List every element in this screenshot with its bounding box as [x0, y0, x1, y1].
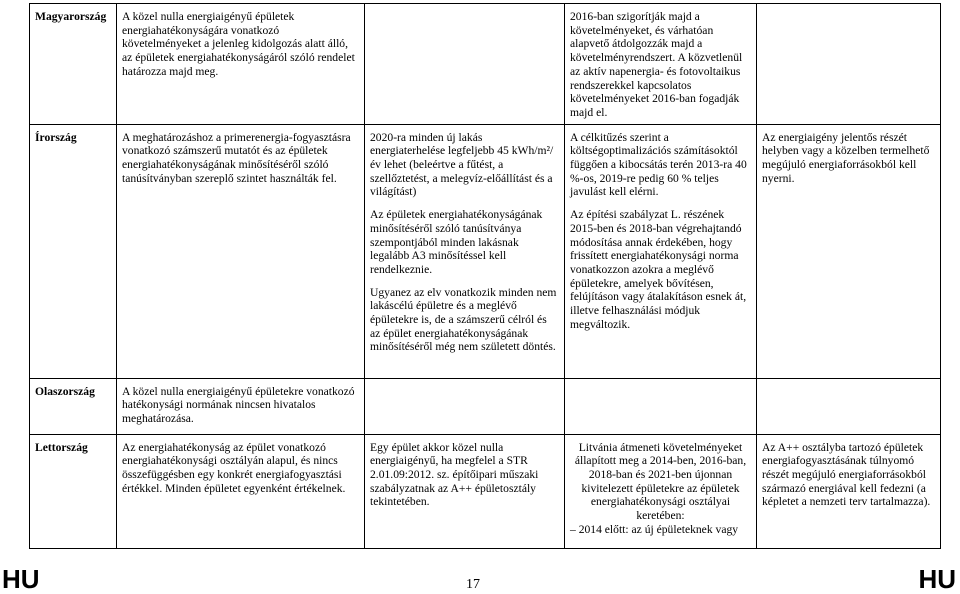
country-comparison-table — [29, 3, 941, 549]
cell-c4: Az A++ osztályba tartozó épületek energiafogyasztásának túlnyomó részét megújuló energiaforrásokból származó energiával kell fedezni (a képletet a nemzeti terv tartalmazza). — [757, 434, 941, 548]
country-cell: Lettország — [30, 434, 117, 548]
cell-c2 — [365, 378, 565, 434]
page-number: 17 — [466, 577, 480, 592]
footer-language-left: HU — [2, 564, 40, 594]
cell-c2 — [365, 4, 565, 125]
cell-c1: A meghatározáshoz a primerenergia-fogyasztásra vonatkozó számszerű mutatót és az épületek energiahatékonyságának minősítéséről szóló tanúsítványban szereplő szintet használták fel. — [117, 124, 365, 378]
table-row — [30, 434, 941, 548]
cell-c1: Az energiahatékonyság az épület vonatkozó energiahatékonysági osztályán alapul, és nincs összefüggésben egy konkrét energiafogyasztási értékkel. Minden épületet egyenként értékelnek. — [117, 434, 365, 548]
cell-c2: Egy épület akkor közel nulla energiaigényű, ha megfelel a STR 2.01.09:2012. sz. építőipari műszaki szabályzatnak az A++ épületosztály tekintetében. — [365, 434, 565, 548]
cell-c3 — [565, 378, 757, 434]
cell-c4 — [757, 4, 941, 125]
table-row — [30, 124, 941, 378]
footer-language-right: HU — [918, 564, 956, 594]
cell-c2: 2020-ra minden új lakás energiaterhelése legfeljebb 45 kWh/m²/év lehet (beleértve a fűtést, a szellőztetést, a melegvíz-előállítást és a világítást) Az épületek energiahatékonyságának minősítéséről szóló tanúsítványa szempontjából minden lakásnak legalább A3 minősítéssel kell rendelkeznie. Ugyanez az elv vonatkozik minden nem lakáscélú épületre és a meglévő épületekre is, de a számszerű célról és az épület energiahatékonyságának minősítéséről még nem született döntés. — [365, 124, 565, 378]
country-cell: Magyarország — [30, 4, 117, 125]
cell-c3: 2016-ban szigorítják majd a követelményeket, és várhatóan alapvető átdolgozzák majd a követelményrendszert. A közvetlenül az aktív napenergia- és fotovoltaikus rendszerekkel kapcsolatos követelményeket 2016-ban fogadják majd el. — [565, 4, 757, 125]
country-cell: Olaszország — [30, 378, 117, 434]
table-row — [30, 4, 941, 125]
country-cell: Írország — [30, 124, 117, 378]
cell-c4: Az energiaigény jelentős részét helyben vagy a közelben termelhető megújuló energiaforrásokból kell nyerni. — [757, 124, 941, 378]
cell-c4 — [757, 378, 941, 434]
cell-c3: Litvánia átmeneti követelményeket állapított meg a 2014-ben, 2016-ban, 2018-ban és 2021-ben újonnan kivitelezett épületekre az épületek energiahatékonysági osztályai keretében: – 2014 előtt: az új épületeknek vagy — [565, 434, 757, 548]
table-row — [30, 378, 941, 434]
cell-c1: A közel nulla energiaigényű épületek energiahatékonyságára vonatkozó követelményeket a jelenleg kidolgozás alatt álló, az épületek energiahatékonyságáról szóló rendelet határozza majd meg. — [117, 4, 365, 125]
cell-c1: A közel nulla energiaigényű épületekre vonatkozó hatékonysági normának nincsen hivatalos meghatározása. — [117, 378, 365, 434]
cell-c3: A célkitűzés szerint a költségoptimalizációs számításoktól függően a kibocsátás terén 2013-ra 40 %-os, 2019-re pedig 60 % teljes javulást kell elérni. Az építési szabályzat L. részének 2015-ben és 2018-ban végrehajtandó módosítása annak érdekében, hogy frissített energiahatékonysági norma vonatkozzon azokra a meglévő épületekre, amelyek bővítésen, felújításon vagy átalakításon esnek át, illetve felhasználási módjuk megváltozik. — [565, 124, 757, 378]
